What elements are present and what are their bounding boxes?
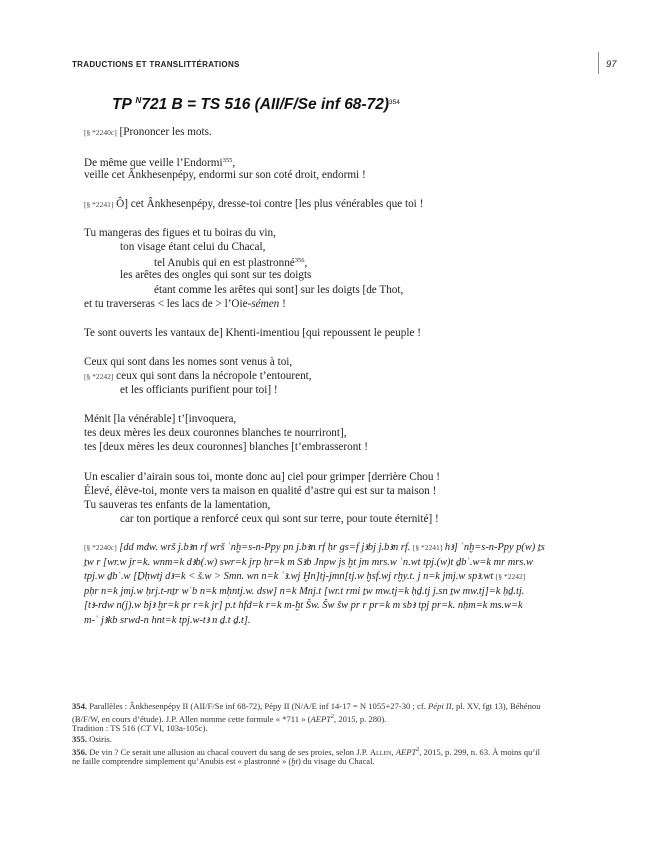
transliteration-line: [tꜣ-rdw n(j).w bjꜣ ḫr=k pr r=k jr] p.t hfd=k r=k m-ḫt Šw. Šw šw pr r pr=k m sbꜣ tpj pr=k. nḥm=k ms.w=k (84, 600, 523, 611)
text-line (84, 369, 312, 384)
footnote-text: Parallèles : Ânkhesenpépy II (AII/F/Se inf 68-72), Pépy II (N/A/E inf 14-17 = N 1055+27-30 ; cf. (87, 701, 429, 711)
paragraph-ref: [§ *2241] (84, 200, 114, 209)
line-text: [Prononcer les mots. (116, 126, 212, 138)
text-line: les arêtes des ongles qui sont sur tes doigts (120, 269, 312, 281)
line-text: [dd mdw. wrš j.bꜣn rf wrš ʿnḫ=s-n-Ppy pn j.bꜣn rf ḥr gs=f jꜣbj j.bꜣn rf. (116, 542, 413, 553)
text-line: Un escalier d’airain sous toi, monte donc au] ciel pour grimper [derrière Chou ! (84, 471, 441, 483)
text-line: Tu mangeras des figues et tu boiras du vin, (84, 227, 276, 239)
text-line: tes [deux mères les deux couronnes] blanches [t’embrasseront ! (84, 441, 368, 453)
footnote-text: De vin ? Ce serait une allusion au chacal couvert du sang de ses proies, selon J.P. (87, 746, 370, 757)
line-text: et tu traverseras < les lacs de > l’Oie- (84, 298, 252, 310)
author-name: Allen (369, 746, 392, 757)
text-line: Ménit [la vénérable] t’[invoquera, (84, 413, 237, 425)
text-line: Te sont ouverts les vantaux de] Khenti-imentiou [qui repoussent le peuple ! (84, 327, 421, 339)
line-text: , (304, 257, 308, 269)
text-line: Tu sauveras tes enfants de la lamentation, (84, 499, 271, 511)
paragraph-ref: [§ *2240c] (84, 543, 117, 552)
heading-title: 721 B = TS 516 (AII/F/Se inf 68-72) (141, 96, 389, 114)
italic-title: AEPT (310, 713, 332, 724)
line-text: tel Anubis qui en est plastronné (154, 257, 295, 269)
text-line (84, 197, 423, 212)
footnote-text: , 2015, p. 280). (334, 713, 387, 724)
footnote-text: ne faille comprendre simplement qu’Anubis est « plastronné » ( (72, 756, 292, 766)
footnote-ref: 356 (294, 257, 305, 264)
line-text: ! (279, 298, 286, 310)
heading-footnote-ref: 354 (389, 99, 400, 107)
text-line: veille cet Ânkhesenpépy, endormi sur son coté droit, endormi ! (84, 169, 366, 181)
transliteration-line (84, 541, 545, 555)
footnote-354 (72, 701, 541, 712)
page-number: 97 (606, 59, 617, 70)
footnote-text: VI, 103a-105c). (150, 723, 208, 733)
text-line: Élevé, élève-toi, monte vers ta maison en qualité d’astre qui est sur ta maison ! (84, 485, 437, 497)
line-text: tpj.w ḏbʿ.w [Ḏḥwtj dꜣ=k < š.w > Smn. wn n=k ʿꜣ.wj Ḫn]tj-jmn[tj.w ḫsf.wj rḫy.t. j n=k jmj.w spꜣ.wt (84, 571, 496, 582)
text-line: ton visage étant celui du Chacal, (120, 241, 266, 253)
footnote-text: Tradition : TS 516 ( (72, 723, 141, 733)
line-text: , (232, 157, 236, 169)
section-heading (112, 96, 400, 114)
line-text: hꜣ] ʿnḫ=s-n-Ppy p(w) ṯs (442, 542, 545, 553)
italic-translit: ḫt (291, 756, 299, 766)
text-line: étant comme les arêtes qui sont] sur les doigts [de Thot, (154, 284, 404, 296)
heading-superscript: N (135, 96, 142, 105)
footnote-number: 356. (72, 746, 88, 757)
footnote-text: , 2015, p. 299, n. 63. À moins qu’il (419, 746, 541, 757)
text-line: et les officiants purifient pour toi] ! (120, 384, 278, 396)
text-line (84, 297, 286, 311)
text-line: car ton portique a renforcé ceux qui sont sur terre, pour toute éternité] ! (120, 513, 439, 525)
transliteration-line: pḥr n=k jmj.w ḥrj.t-nṯr wʿb n=k mḥntj.w. dsw] n=k Mnj.t [wr.t rmi ṯw mw.tj=k ḥḏ.tj j.sn ṯw mw.tj]=k ḥḏ.tj. (84, 586, 525, 597)
line-text: Ô] cet Ânkhesenpépy, dresse-toi contre [les plus vénérables que toi ! (113, 198, 424, 210)
italic-title: Pépi II (428, 701, 452, 711)
footnote-text: ) du visage du Chacal. (298, 756, 375, 766)
footnote-ref: 355 (222, 157, 233, 164)
footnote-355 (72, 734, 112, 745)
italic-word: sémen (251, 298, 280, 310)
transliteration-line: ṯw r [wr.w jr=k. wnm=k dꜣb(.w) swr=k jrp ḥr=k m Sꜣb Jnpw js ḫt jm mrs.w ʿn.wt tpj.(w)t ḏbʿ.w=k mr mrs.w (84, 557, 533, 568)
footnote-354-tradition (72, 723, 207, 734)
text-line: tes deux mères les deux couronnes blanches te nourriront], (84, 427, 347, 439)
running-header-title: TRADUCTIONS ET TRANSLITTÉRATIONS (72, 60, 240, 69)
transliteration-line: m-ʿ jꜣkb srwd-n hnt=k tpj.w-tꜣ n ḏ.t ḏ.t]. (84, 615, 251, 626)
paragraph-ref: [§ *2242] (84, 372, 114, 381)
edition-superscript: 2 (331, 714, 335, 720)
italic-title: CT (140, 723, 151, 733)
transliteration-line (84, 570, 525, 584)
heading-prefix: TP (112, 96, 136, 114)
paragraph-ref: [§ *2241] (412, 543, 443, 552)
paragraph-ref: [§ *2240c] (84, 128, 117, 137)
footnote-number: 354. (72, 701, 88, 711)
text-line (84, 125, 212, 140)
line-text: De même que veille l’Endormi (84, 157, 223, 169)
footnote-text: , pl. XV, fgt 13), Béhénou (451, 701, 541, 711)
footnote-text: , (391, 746, 396, 757)
italic-title: AEPT (395, 746, 417, 757)
edition-superscript: 2 (416, 747, 420, 753)
footnote-text: (B/F/W, en cours d’étude). J.P. Allen nomme cette formule « *711 » ( (72, 713, 311, 724)
paragraph-ref: [§ *2242] (495, 572, 526, 581)
footnote-356-cont (72, 756, 375, 767)
header-divider (598, 52, 599, 74)
footnote-number: 355. (72, 734, 88, 744)
text-line: Ceux qui sont dans les nomes sont venus à toi, (84, 356, 293, 368)
footnote-text: Osiris. (87, 734, 112, 744)
line-text: ceux qui sont dans la nécropole t’entourent, (113, 370, 312, 382)
